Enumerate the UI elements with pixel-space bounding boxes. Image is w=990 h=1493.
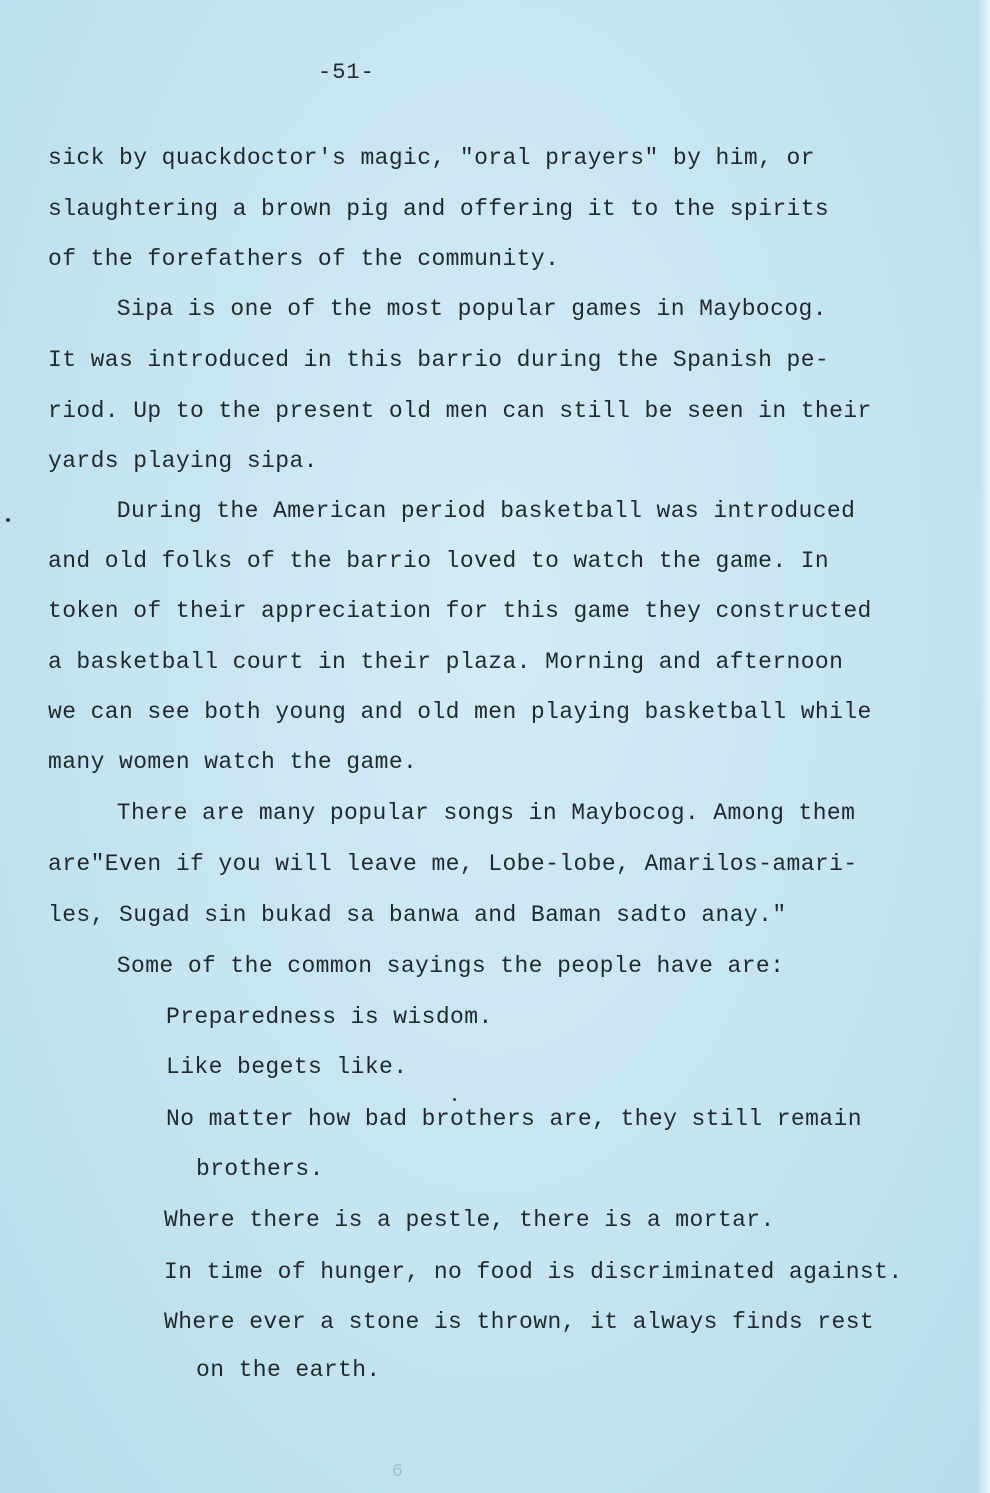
page-edge [978,0,990,1493]
saying-item: Like begets like. [166,1054,408,1080]
text-line: token of their appreciation for this game they constructed [48,598,872,624]
saying-item-continuation: on the earth. [196,1357,381,1383]
text-line: and old folks of the barrio loved to watch the game. In [48,548,830,574]
text-line: yards playing sipa. [48,448,318,474]
text-line: slaughtering a brown pig and offering it to the spirits [48,196,830,222]
text-line: During the American period basketball was introduced [60,498,856,524]
sayings-intro: Some of the common sayings the people have are: [60,953,785,979]
text-line: sick by quackdoctor's magic, "oral prayers" by him, or [48,145,815,171]
text-line: les, Sugad sin bukad sa banwa and Baman sadto anay." [48,902,787,928]
text-line: many women watch the game. [48,749,418,775]
footer-mark: 6 [392,1462,403,1482]
text-line: riod. Up to the present old men can still be seen in their [48,398,872,424]
saying-item: In time of hunger, no food is discriminated against. [164,1259,903,1285]
saying-item: Where there is a pestle, there is a mortar. [164,1207,775,1233]
saying-item: Where ever a stone is thrown, it always finds rest [164,1309,875,1335]
text-line: There are many popular songs in Maybocog. Among them [60,800,856,826]
text-line: Sipa is one of the most popular games in Maybocog. [60,296,827,322]
text-line: are"Even if you will leave me, Lobe-lobe, Amarilos-amari- [48,851,858,877]
saying-item: Preparedness is wisdom. [166,1004,493,1030]
text-line: It was introduced in this barrio during the Spanish pe- [48,347,830,373]
text-line: we can see both young and old men playing basketball while [48,699,872,725]
page-number: -51- [318,60,375,85]
ink-dot [453,1098,456,1101]
text-line: a basketball court in their plaza. Morning and afternoon [48,649,844,675]
text-line: of the forefathers of the community. [48,246,560,272]
saying-item: No matter how bad brothers are, they still remain [166,1106,862,1132]
saying-item-continuation: brothers. [196,1156,324,1182]
ink-dot [6,518,10,522]
